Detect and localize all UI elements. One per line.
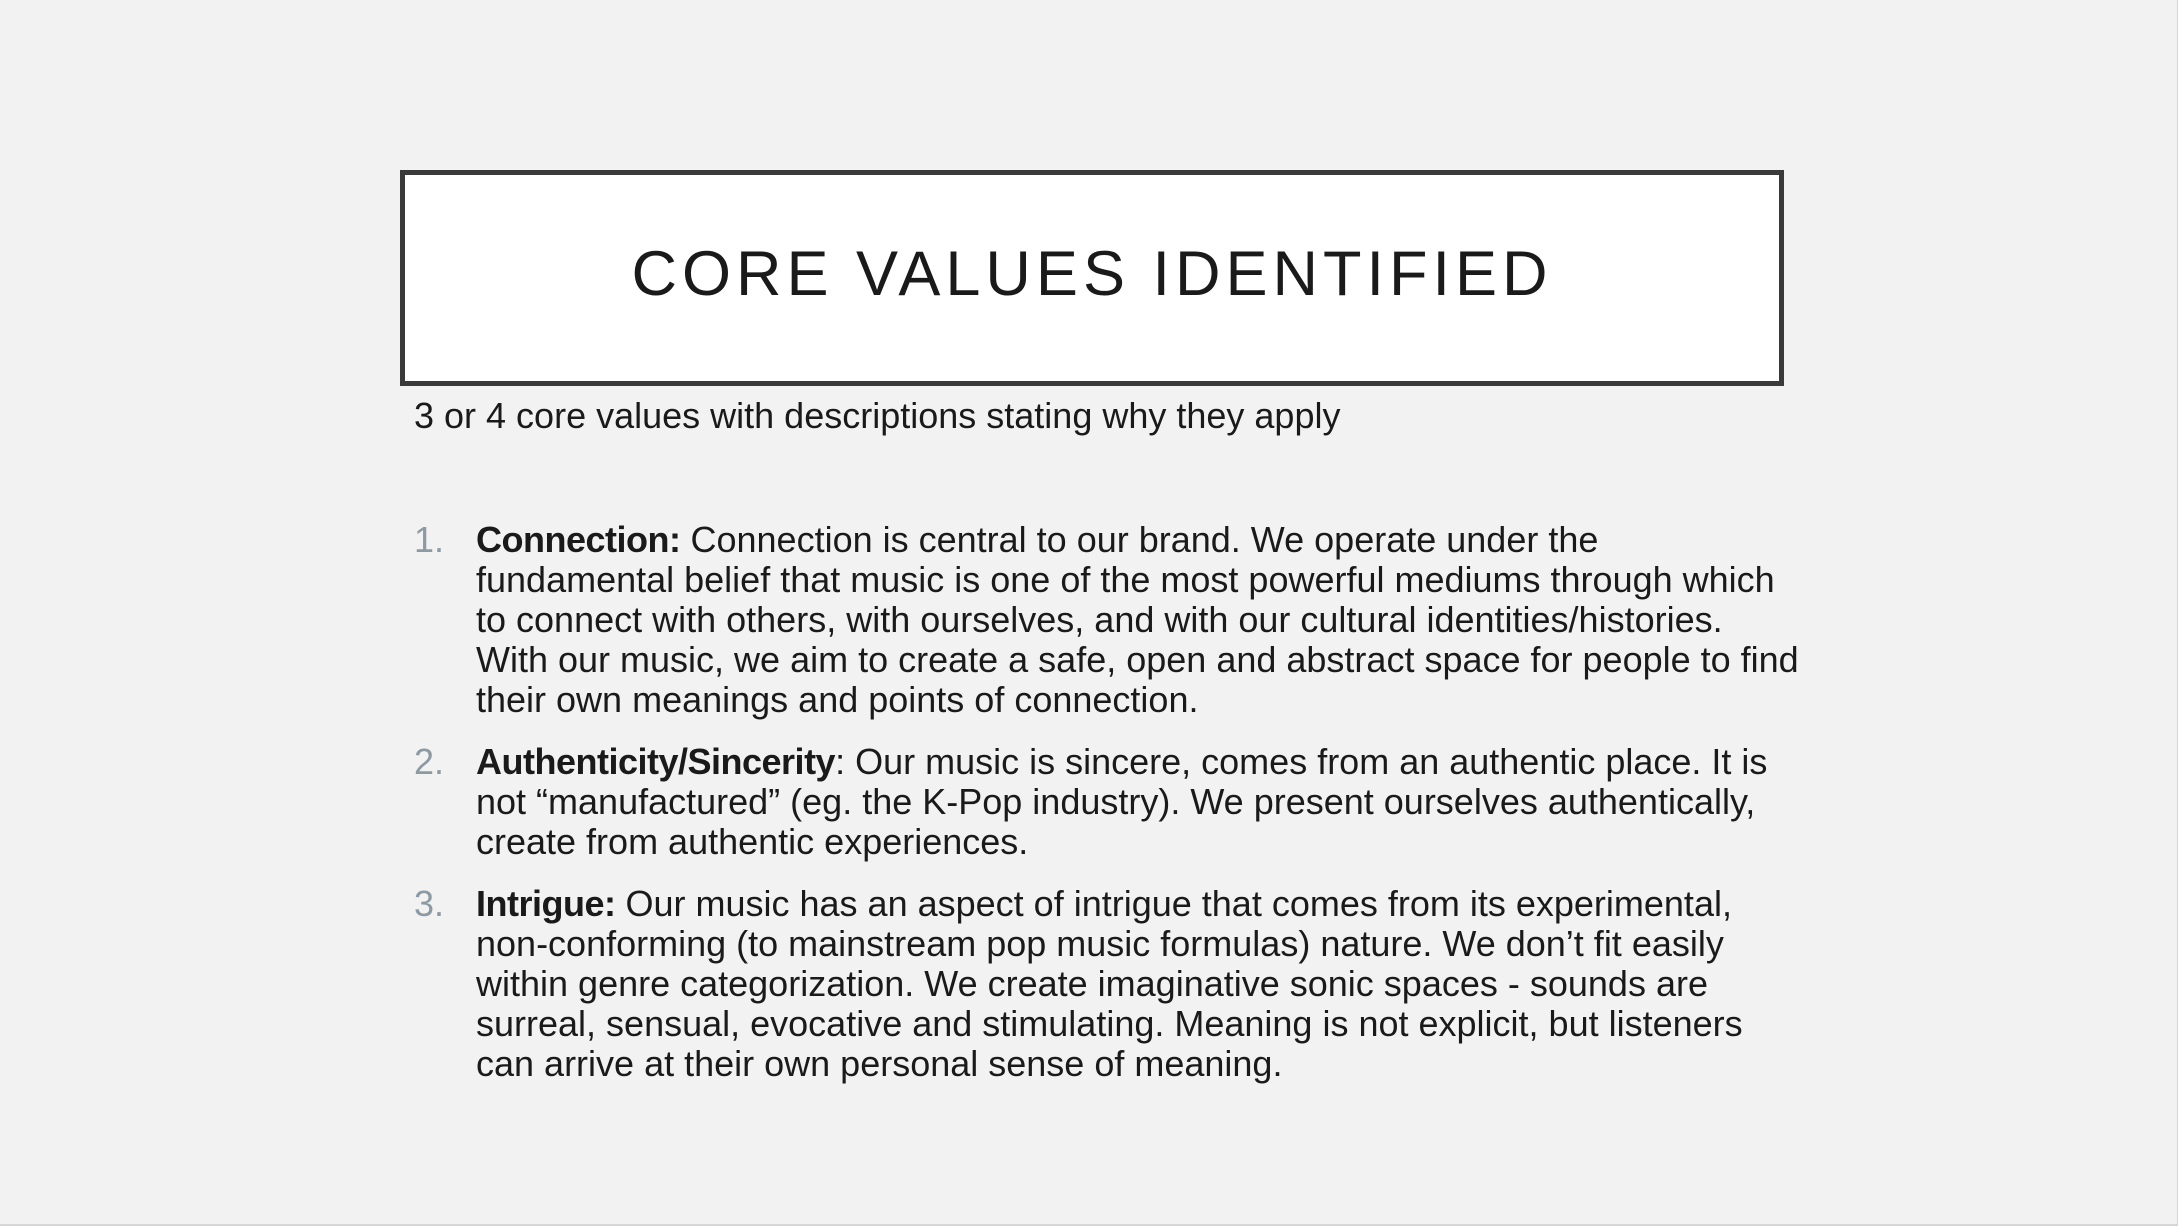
list-item-connection: [414, 520, 1804, 720]
title-box[interactable]: [400, 170, 1784, 386]
value-name: Connection:: [476, 519, 681, 560]
list-number: 1.: [414, 519, 445, 560]
slide-title: CORE VALUES IDENTIFIED: [631, 239, 1553, 309]
value-name: Authenticity/Sincerity: [476, 741, 836, 782]
list-item-intrigue: [414, 884, 1804, 1084]
list-number: 3.: [414, 883, 445, 924]
value-description: Connection is central to our brand. We operate under the fundamental belief that music is one of the most powerful mediums through which to connect with others, with ourselves, and with our cultural identities/histories. With our music, we aim to create a safe, open and abstract space for people to find their own meanings and points of connection.: [476, 519, 1799, 720]
list-item-authenticity: [414, 742, 1804, 862]
list-number: 2.: [414, 741, 445, 782]
core-values-list[interactable]: [414, 520, 1804, 1106]
subtitle-text[interactable]: 3 or 4 core values with descriptions stating why they apply: [414, 395, 1341, 436]
value-description: : Our music is sincere, comes from an authentic place. It is not “manufactured” (eg. the K-Pop industry). We present ourselves authentically, create from authentic experiences.: [476, 741, 1768, 862]
value-name: Intrigue:: [476, 883, 616, 924]
value-description: Our music has an aspect of intrigue that comes from its experimental, non-conforming (to mainstream pop music formulas) nature. We don’t fit easily within genre categorization. We create imaginative sonic spaces - sounds are surreal, sensual, evocative and stimulating. Meaning is not explicit, but listeners can arrive at their own personal sense of meaning.: [476, 883, 1743, 1084]
